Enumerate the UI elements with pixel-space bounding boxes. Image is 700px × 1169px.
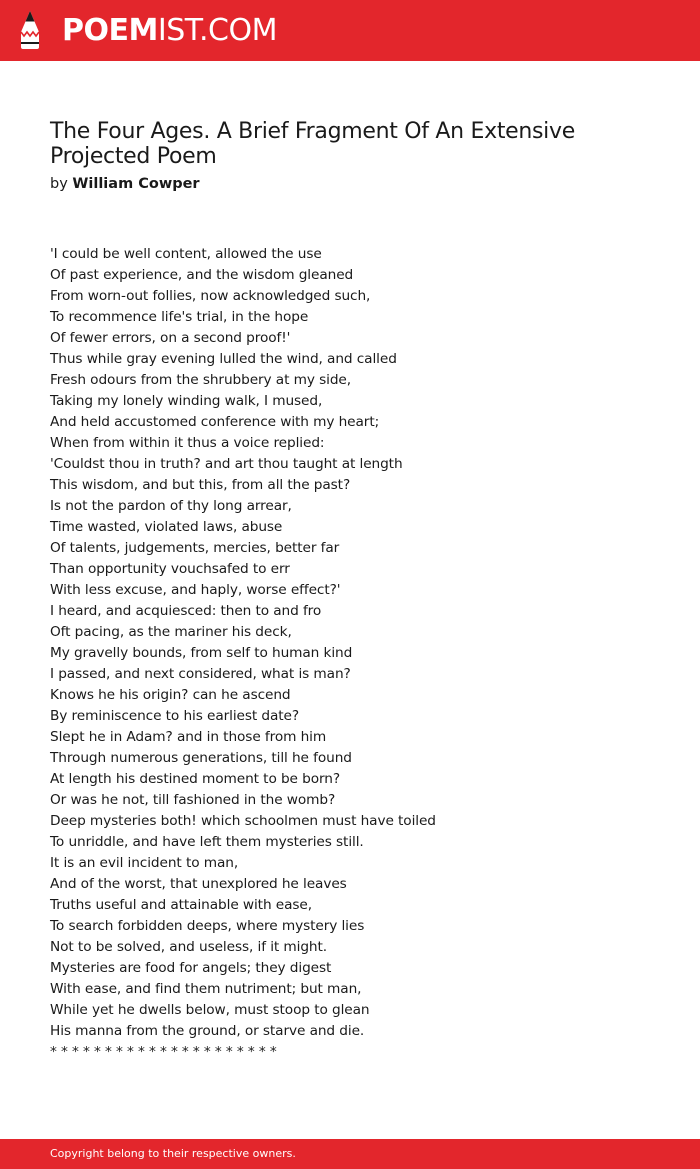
byline: [50, 174, 200, 194]
poem-line: From worn-out follies, now acknowledged such,: [50, 288, 371, 304]
poem-line: Oft pacing, as the mariner his deck,: [50, 624, 292, 640]
poem-line: Than opportunity vouchsafed to err: [50, 561, 290, 577]
poem-line: This wisdom, and but this, from all the past?: [50, 477, 351, 493]
poem-line: My gravelly bounds, from self to human kind: [50, 645, 353, 661]
poem-line: 'I could be well content, allowed the use: [50, 246, 322, 262]
poem-line: With ease, and find them nutriment; but man,: [50, 981, 362, 997]
poem-line: To search forbidden deeps, where mystery lies: [50, 918, 365, 934]
site-logo-text[interactable]: [62, 12, 277, 50]
poem-line: Is not the pardon of thy long arrear,: [50, 498, 292, 514]
pencil-tip-icon[interactable]: [17, 10, 43, 50]
poem-line: Thus while gray evening lulled the wind, and called: [50, 351, 397, 367]
poem-line: By reminiscence to his earliest date?: [50, 708, 300, 724]
poem-line: And of the worst, that unexplored he leaves: [50, 876, 347, 892]
poem-line: It is an evil incident to man,: [50, 855, 239, 871]
poem-line: Mysteries are food for angels; they digest: [50, 960, 332, 976]
poem-line: Through numerous generations, till he found: [50, 750, 352, 766]
poem-line: When from within it thus a voice replied:: [50, 435, 325, 451]
poem-line: Knows he his origin? can he ascend: [50, 687, 291, 703]
poem-line: * * * * * * * * * * * * * * * * * * * * *: [50, 1044, 277, 1060]
poem-line: With less excuse, and haply, worse effect?': [50, 582, 341, 598]
poem-line: Slept he in Adam? and in those from him: [50, 729, 327, 745]
poem-line: 'Couldst thou in truth? and art thou taught at length: [50, 456, 403, 472]
poem-line: At length his destined moment to be born?: [50, 771, 341, 787]
poem-line: Truths useful and attainable with ease,: [50, 897, 312, 913]
poem-line: I heard, and acquiesced: then to and fro: [50, 603, 322, 619]
site-header: [0, 0, 700, 61]
by-prefix: by: [50, 176, 68, 192]
poem-line: Fresh odours from the shrubbery at my side,: [50, 372, 351, 388]
poem-line: Of fewer errors, on a second proof!': [50, 330, 291, 346]
brand-light: IST.COM: [157, 13, 277, 48]
poem-line: I passed, and next considered, what is man?: [50, 666, 351, 682]
poem-line: Time wasted, violated laws, abuse: [50, 519, 283, 535]
poem-line: Deep mysteries both! which schoolmen must have toiled: [50, 813, 436, 829]
poem-line: Not to be solved, and useless, if it might.: [50, 939, 328, 955]
poem-title: The Four Ages. A Brief Fragment Of An Extensive Projected Poem: [50, 119, 575, 169]
poem-line: While yet he dwells below, must stoop to glean: [50, 1002, 370, 1018]
author-name: William Cowper: [72, 176, 200, 192]
poem-body: [50, 244, 670, 1063]
copyright-notice: Copyright belong to their respective owners.: [50, 1147, 296, 1160]
poem-line: And held accustomed conference with my heart;: [50, 414, 380, 430]
poem-line: Of past experience, and the wisdom gleaned: [50, 267, 354, 283]
site-footer: [0, 1139, 700, 1169]
poem-line: Or was he not, till fashioned in the womb?: [50, 792, 336, 808]
poem-line: To unriddle, and have left them mysteries still.: [50, 834, 364, 850]
poem-line: Of talents, judgements, mercies, better far: [50, 540, 340, 556]
poem-line: Taking my lonely winding walk, I mused,: [50, 393, 323, 409]
brand-bold: POEM: [62, 13, 158, 48]
poem-line: His manna from the ground, or starve and die.: [50, 1023, 365, 1039]
poem-line: To recommence life's trial, in the hope: [50, 309, 309, 325]
